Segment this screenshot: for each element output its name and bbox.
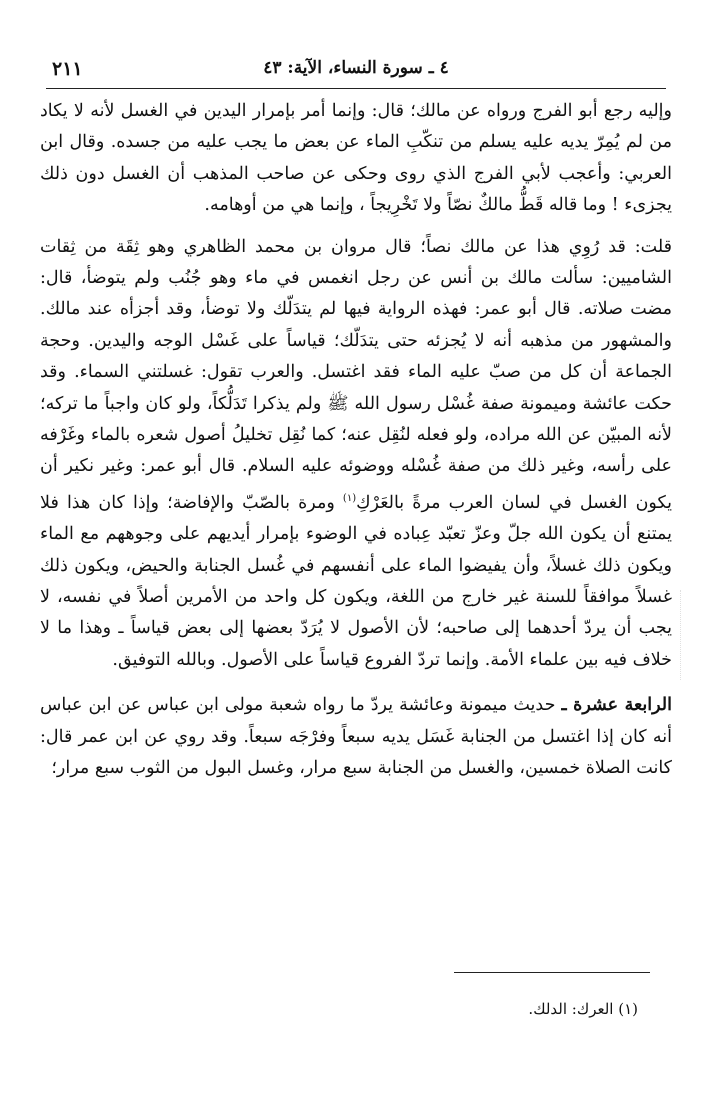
page-number: ٢١١	[52, 58, 83, 80]
footnote-rule	[454, 972, 650, 973]
page-body	[40, 96, 672, 784]
paragraph-3: الرابعة عشرة ـ حديث ميمونة وعائشة يردّ ما رواه شعبة مولى ابن عباس عن ابن عباس أنه كان إذا اغتسل من الجنابة غَسَل يديه سبعاً وفرْجَه سبعاً. وقد روي عن ابن عمر قال: كانت الصلاة خمسين، والغسل من الجنابة سبع مرار، وغسل البول من الثوب سبع مرار؛	[40, 695, 672, 778]
section-lead: الرابعة عشرة ـ	[561, 695, 672, 716]
show-through-marks	[680, 590, 695, 680]
header-rule	[46, 88, 666, 89]
paragraph-1: وإليه رجع أبو الفرج ورواه عن مالك؛ قال: وإنما أمر بإمرار اليدين في الغسل لأنه لا يكاد من لم يُمِرّ يديه عليه يسلم من تنكّبِ الماء عن بعض ما يجب عليه من جسده. وقال ابن العربي: وأعجب لأبي الفرج الذي روى وحكى عن صاحب المذهب أن الغسل دون ذلك يجزىء ! وما قاله قَطُّ مالكٌ نصّاً ولا تَخْرِيجاً ، وإنما هي من أوهامه.	[40, 101, 672, 216]
footnote: (١) العرك: الدلك.	[528, 1000, 638, 1018]
running-head: ٤ ـ سورة النساء، الآية: ٤٣	[263, 58, 449, 78]
page-header	[46, 58, 666, 88]
paragraph-2: قلت: قد رُوِي هذا عن مالك نصاً؛ قال مروان بن محمد الظاهري وهو ثِقَة من ثِقات الشاميين: سألت مالك بن أنس عن رجل انغمس في ماء وهو جُنُب ولم يتوضأ، قال: مضت صلاته. قال أبو عمر: فهذه الرواية فيها لم يتدَلّك ولا توضأ، وقد أجزأه عند مالك. والمشهور من مذهبه أنه لا يُجزئه حتى يتدَلّك؛ قياساً على غَسْل الوجه واليدين. وحجة الجماعة أن كل من صبّ عليه الماء فقد اغتسل. والعرب تقول: غسلتني السماء. وقد حكت عائشة وميمونة صفة غُسْل رسول الله ﷺ ولم يذكرا تَدَلُّكاً، ولو كان واجباً ما تركه؛ لأنه المبيّن عن الله مراده، ولو فعله لنُقِل عنه؛ كما نُقِل تخليلُ أصول شعره بالماء وغَرْفه على رأسه، وغير ذلك من صفة غُسْله ووضوئه عليه السلام. قال أبو عمر: وغير نكير أن يكون الغسل في لسان العرب مرةً بالعَرْكِ$^{(١)}$ ومرة بالصّبّ والإفاضة؛ وإذا كان هذا فلا يمتنع أن يكون الله جلّ وعزّ تعبّد عِباده في الوضوء بإمرار أيديهم على وجوههم مع الماء ويكون ذلك غسلاً، وأن يفيضوا الماء على أنفسهم في غُسل الجنابة والحيض، ويكون ذلك غسلاً موافقاً للسنة غير خارج من اللغة، ويكون كل واحد من الأمرين أصلاً في نفسه، لا يجب أن يردّ أحدهما إلى صاحبه؛ لأن الأصول لا يُرَدّ بعضها إلى بعض قياساً ـ وهذا ما لا خلاف فيه بين علماء الأمة. وإنما تردّ الفروع قياساً على الأصول. وبالله التوفيق.	[40, 236, 672, 670]
footnote-marker[interactable]: (١)	[342, 492, 357, 504]
